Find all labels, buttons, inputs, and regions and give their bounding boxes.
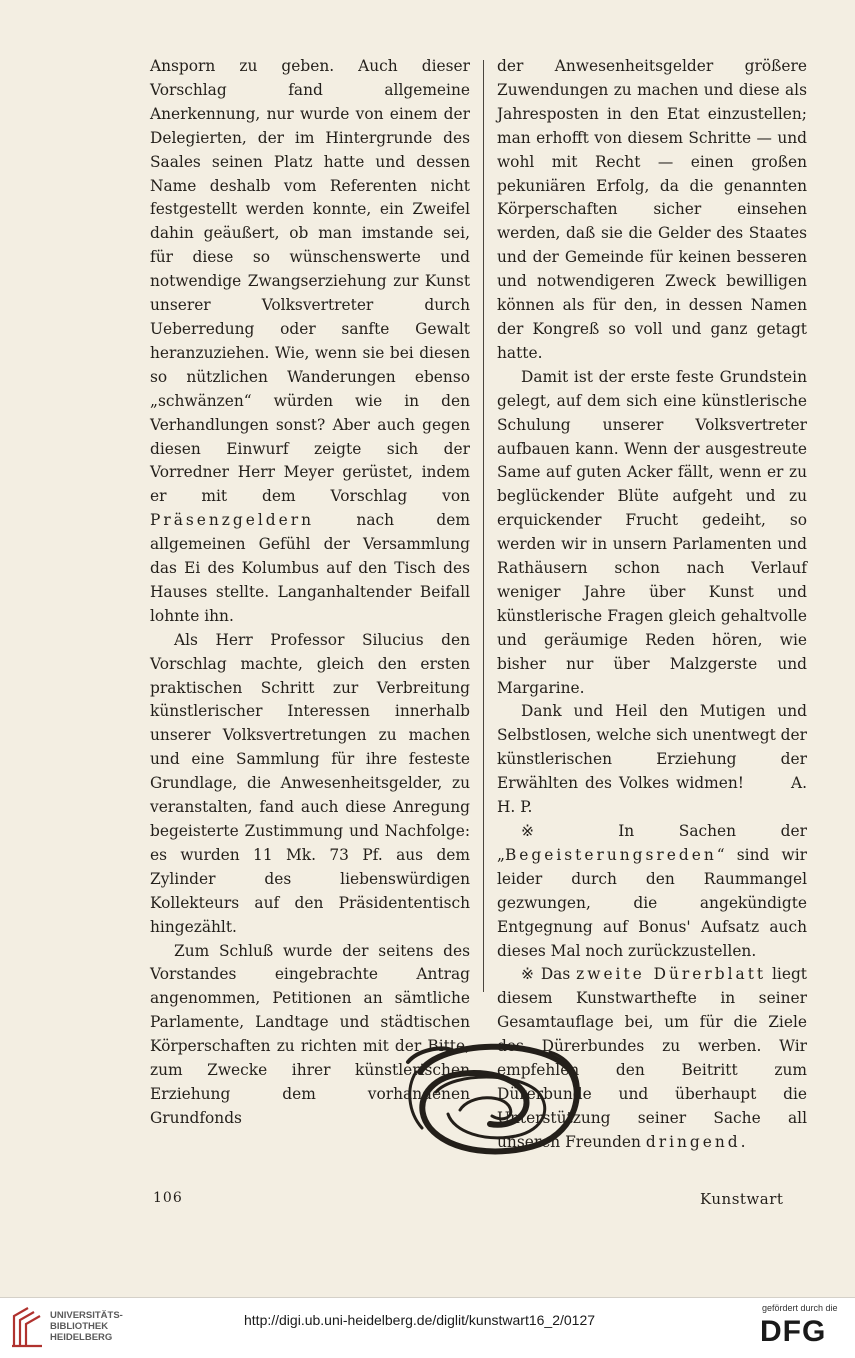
left-paragraph-3: Zum Schluß wurde der seitens des Vorstandes eingebrachte Antrag angenommen, Petitionen an sämtliche Parlamente, Landtage und städtischen Körperschaften zu richten mit der Bitte, zum Zwecke ihrer künstlerischen Erziehung dem vorhandenen Grundfonds: [150, 941, 470, 1127]
left-paragraph-1: Ansporn zu geben. Auch dieser Vorschlag fand allgemeine Anerkennung, nur wurde von einem der Delegierten, der im Hintergrunde des Saales seinen Platz hatte und dessen Name deshalb vom Referenten nicht festgestellt werden konnte, ein Zweifel dahin geäußert, ob man imstande sei, für diese so wünschenswerte und notwendige Zwangserziehung zur Kunst unserer Volksvertreter durch Ueberredung oder sanfte Gewalt heranzuziehen. Wie, wenn sie bei diesen so nützlichen Wanderungen ebenso „schwänzen“ würden wie in den Verhandlungen sonst? Aber auch gegen diesen Einwurf zeigte sich der Vorredner Herr Meyer gerüstet, indem er mit dem Vorschlag von Präsenzgeldern nach dem allgemeinen Gefühl der Versammlung das Ei des Kolumbus auf den Tisch des Hauses stellte. Langanhaltender Beifall lohnte ihn.: [150, 57, 470, 625]
funding-text: gefördert durch die: [762, 1303, 838, 1313]
spaced-word: dringend.: [645, 1132, 749, 1151]
left-column: [150, 55, 470, 1131]
university-library-logo-icon: [10, 1306, 44, 1348]
page-number: 106: [153, 1190, 183, 1206]
right-paragraph-1: der Anwesenheitsgelder größere Zuwendungen zu machen und diese als Jahresposten in den Etat einzustellen; man erhofft von diesem Schritte — und wohl mit Recht — einen großen pekuniären Erfolg, da die genannten Körperschaften sicher einsehen werden, daß sie die Gelder des Staates und der Gemeinde für keinen besseren und notwendigeren Zweck bewilligen können als für den, in dessen Namen der Kongreß so voll und ganz getagt hatte.: [497, 57, 807, 362]
ornament-vignette: [400, 1032, 582, 1158]
right-paragraph-2: Damit ist der erste feste Grundstein gelegt, auf dem sich eine künstlerische Schulung unserer Volksvertreter aufbauen kann. Wenn der ausgestreute Same auf guten Acker fällt, wenn er zu beglückender Blüte aufgeht und zu erquickender Frucht gedeiht, so werden wir in unsern Parlamenten und Rathäusern schon nach Verlauf weniger Jahre über Kunst und künstlerische Fragen gleich gehaltvolle und geräumige Reden hören, wie bisher nur über Malzgerste und Margarine.: [497, 367, 807, 697]
author-signature: A. H. P.: [497, 774, 807, 817]
right-column: [497, 55, 807, 1155]
spaced-word: Begeisterungsreden: [504, 845, 717, 864]
column-divider: [483, 60, 484, 992]
dfg-logo: DFG: [760, 1315, 827, 1348]
right-paragraph-4: ※ In Sachen der „Begeisterungsreden“ sind wir leider durch den Raummangel gezwungen, die angekündigte Entgegnung auf Bonus' Aufsatz auch dieses Mal noch zurückzustellen.: [497, 822, 807, 960]
running-title: Kunstwart: [700, 1190, 784, 1208]
right-paragraph-3: Dank und Heil den Mutigen und Selbstlosen, welche sich unentwegt der künstlerischen Erziehung der Erwählten des Volkes widmen! A. H. P.: [497, 702, 807, 817]
source-url-link[interactable]: http://digi.ub.uni-heidelberg.de/diglit/kunstwart16_2/0127: [244, 1312, 596, 1328]
library-name: UNIVERSITÄTS- BIBLIOTHEK HEIDELBERG: [50, 1310, 123, 1343]
spaced-word: Präsenzgeldern: [150, 511, 315, 530]
spaced-word: zweite Dürerblatt: [576, 965, 767, 984]
left-paragraph-2: Als Herr Professor Silucius den Vorschlag machte, gleich den ersten praktischen Schritt zur Verbreitung künstlerischer Interessen innerhalb unserer Volksvertretungen zu machen und eine Sammlung für ihre festeste Grundlage, die Anwesenheitsgelder, zu veranstalten, fand auch diese Anregung begeisterte Zustimmung und Nachfolge: es wurden 11 Mk. 73 Pf. aus dem Zylinder des liebenswürdigen Kollekteurs auf den Präsidententisch hingezählt.: [150, 630, 470, 936]
right-paragraph-5: ※ Das zweite Dürerblatt liegt diesem Kunstwarthefte in seiner Gesamtauflage bei, um für die Ziele des Dürerbundes zu werben. Wir empfehlen den Beitritt zum Dürerbunde und überhaupt die Unterstützung seiner Sache all unseren Freunden dringend.: [497, 965, 807, 1151]
footer-bar: [0, 1297, 855, 1358]
